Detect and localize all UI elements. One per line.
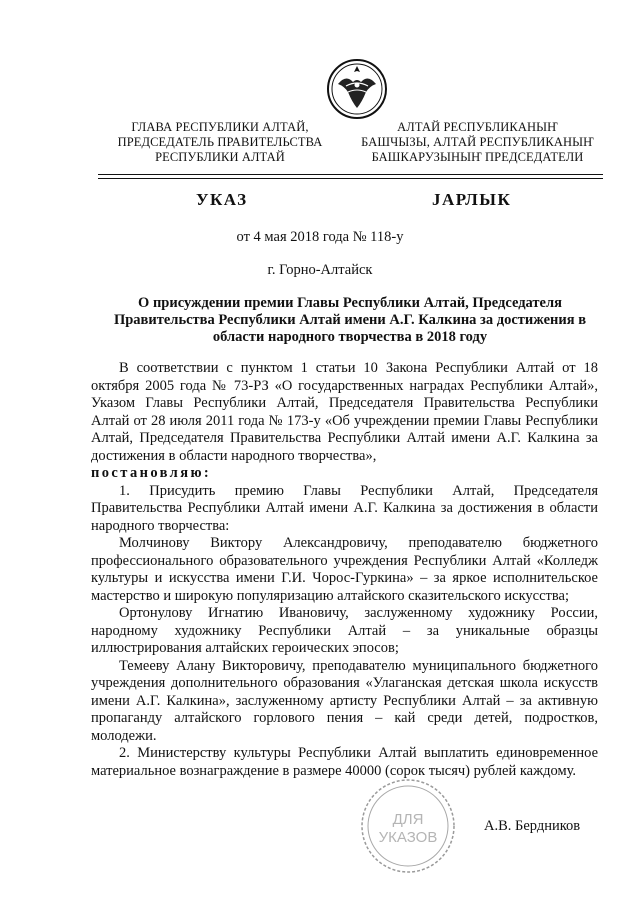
preamble: В соответствии с пунктом 1 статьи 10 Закона Республики Алтай от 18 октября 2005 года № 73-РЗ «О государственных наградах Республики Алтай», Указом Главы Республики Алтай, Председателя Правительства Республики Алтай от 28 июля 2011 года № 173-у «Об учреждении премии Главы Республики Алтай, Председателя Правительства Республики Алтай имени А.Г. Калкина за достижения в области народного творчества», постановляю:	[91, 360, 598, 481]
signatory-name: А.В. Бердников	[484, 818, 581, 834]
header-divider-thick	[98, 174, 603, 175]
paragraph: Молчинову Виктору Александровичу, преподавателю бюджетного профессионального образовательного учреждения Республики Алтай «Колледж культуры и искусства имени Г.И. Чорос-Гуркина» – за яркое исполнительское мастерство и широкую популяризацию алтайского сказительского искусства;	[91, 535, 598, 604]
altai-coat-of-arms-icon	[326, 58, 388, 120]
header-divider-thin	[98, 178, 603, 179]
document-body	[91, 360, 598, 780]
document-title: О присуждении премии Главы Республики Алтай, Председателя Правительства Республики Алтай имени А.Г. Калкина за достижения в области народного творчества в 2018 году	[113, 295, 587, 345]
date-line: от 4 мая 2018 года № 118-у	[236, 229, 404, 245]
header-line: БАШКАРУЗЫНЫҤ ПРЕДСЕДАТЕЛИ	[371, 150, 584, 164]
paragraph: Ортонулову Игнатию Ивановичу, заслуженному художнику России, народному художнику Республики Алтай – за уникальные образцы иллюстрирования алтайских героических эпосов;	[91, 605, 598, 656]
city-line: г. Горно-Алтайск	[267, 262, 373, 278]
header-line: ПРЕДСЕДАТЕЛЬ ПРАВИТЕЛЬСТВА	[117, 135, 323, 149]
decree-word: постановляю:	[91, 465, 212, 481]
issuer-header-ru	[110, 120, 330, 165]
paragraph: 1. Присудить премию Главы Республики Алтай, Председателя Правительства Республики Алтай имени А.Г. Калкина за достижения в области народного творчества:	[91, 482, 598, 534]
header-line: РЕСПУБЛИКИ АЛТАЙ	[155, 150, 285, 164]
stamp-line: ДЛЯ	[392, 811, 424, 828]
header-line: ГЛАВА РЕСПУБЛИКИ АЛТАЙ,	[131, 120, 309, 134]
issuer-header-alt	[355, 120, 600, 165]
stamp	[358, 776, 458, 876]
paragraph: 2. Министерству культуры Республики Алтай выплатить единовременное материальное вознаграждение в размере 40000 (сорок тысяч) рублей каждому.	[91, 745, 598, 779]
doc-type-alt: JАРЛЫК	[432, 190, 512, 209]
paragraph: Темееву Алану Викторовичу, преподавателю муниципального бюджетного учреждения дополнительного образования «Улаганская детская школа искусств имени А.Г. Калкина», заслуженному артисту Республики Алтай – за активную пропаганду алтайского горлового пения – кай среди детей, подростков, молодежи.	[91, 657, 598, 744]
header-line: БАШЧЫЗЫ, АЛТАЙ РЕСПУБЛИКАНЫҤ	[361, 135, 594, 149]
stamp-line: УКАЗОВ	[378, 829, 438, 846]
doc-type-ru: УКАЗ	[196, 190, 248, 209]
header-line: АЛТАЙ РЕСПУБЛИКАНЫҤ	[397, 120, 558, 134]
